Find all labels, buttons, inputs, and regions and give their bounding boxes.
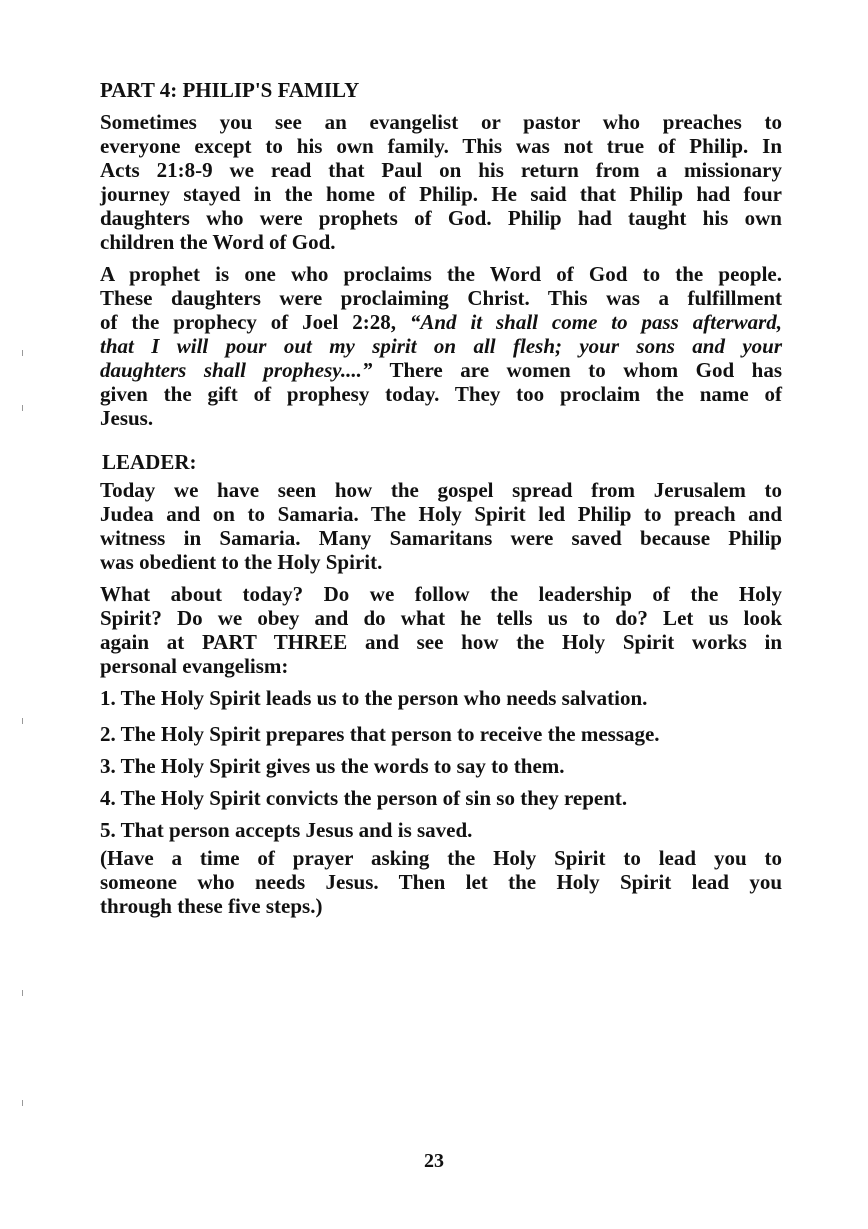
text-line: daughters who were prophets of God. Philip had taught his own [100,206,782,230]
text-span: of the prophecy of Joel 2:28, [100,310,410,334]
list-item: 2. The Holy Spirit prepares that person to receive the message. [100,722,660,746]
scripture-quote: “And it shall come to pass afterward, [409,310,782,334]
text-line: through these five steps.) [100,894,323,918]
text-line: given the gift of prophesy today. They too proclaim the name of [100,382,782,406]
leader-heading: LEADER: [102,450,197,474]
text-line: Today we have seen how the gospel spread from Jerusalem to [100,478,782,502]
text-line [100,334,782,358]
list-item: 1. The Holy Spirit leads us to the person who needs salvation. [100,686,648,710]
text-line: Jesus. [100,406,154,430]
text-line: Spirit? Do we obey and do what he tells us to do? Let us look [100,606,782,630]
text-span: There are women to whom God has [372,358,783,382]
list-item: 3. The Holy Spirit gives us the words to say to them. [100,754,565,778]
text-line: (Have a time of prayer asking the Holy Spirit to lead you to [100,846,782,870]
scan-speck [22,350,23,356]
section-title: PART 4: PHILIP'S FAMILY [100,78,360,102]
paragraph-prophet [100,262,782,430]
scan-speck [22,1100,23,1106]
text-line: witness in Samaria. Many Samaritans were saved because Philip [100,526,782,550]
text-line: children the Word of God. [100,230,336,254]
paragraph-philips-family [100,110,782,254]
text-line [100,358,782,382]
text-line: again at PART THREE and see how the Holy Spirit works in [100,630,782,654]
page-number: 23 [424,1150,444,1172]
paragraph-prayer [100,846,782,918]
scripture-quote: that I will pour out my spirit on all flesh; your sons and your [100,334,782,358]
scripture-quote: daughters shall prophesy....” [100,358,373,382]
text-line: Sometimes you see an evangelist or pastor who preaches to [100,110,782,134]
text-line: A prophet is one who proclaims the Word of God to the people. [100,262,782,286]
text-line: was obedient to the Holy Spirit. [100,550,383,574]
text-line: personal evangelism: [100,654,289,678]
list-item: 4. The Holy Spirit convicts the person of sin so they repent. [100,786,628,810]
text-line: journey stayed in the home of Philip. He said that Philip had four [100,182,782,206]
text-line [100,310,782,334]
paragraph-what-about-today [100,582,782,678]
scan-speck [22,990,23,996]
text-line: Acts 21:8-9 we read that Paul on his return from a missionary [100,158,782,182]
text-line: Judea and on to Samaria. The Holy Spirit led Philip to preach and [100,502,782,526]
scan-speck [22,718,23,724]
list-item: 5. That person accepts Jesus and is saved. [100,818,473,842]
scan-speck [22,405,23,411]
text-line: someone who needs Jesus. Then let the Holy Spirit lead you [100,870,782,894]
text-line: What about today? Do we follow the leadership of the Holy [100,582,782,606]
text-line: These daughters were proclaiming Christ. This was a fulfillment [100,286,782,310]
text-line: everyone except to his own family. This was not true of Philip. In [100,134,782,158]
steps-list [100,686,782,846]
paragraph-gospel-spread [100,478,782,574]
